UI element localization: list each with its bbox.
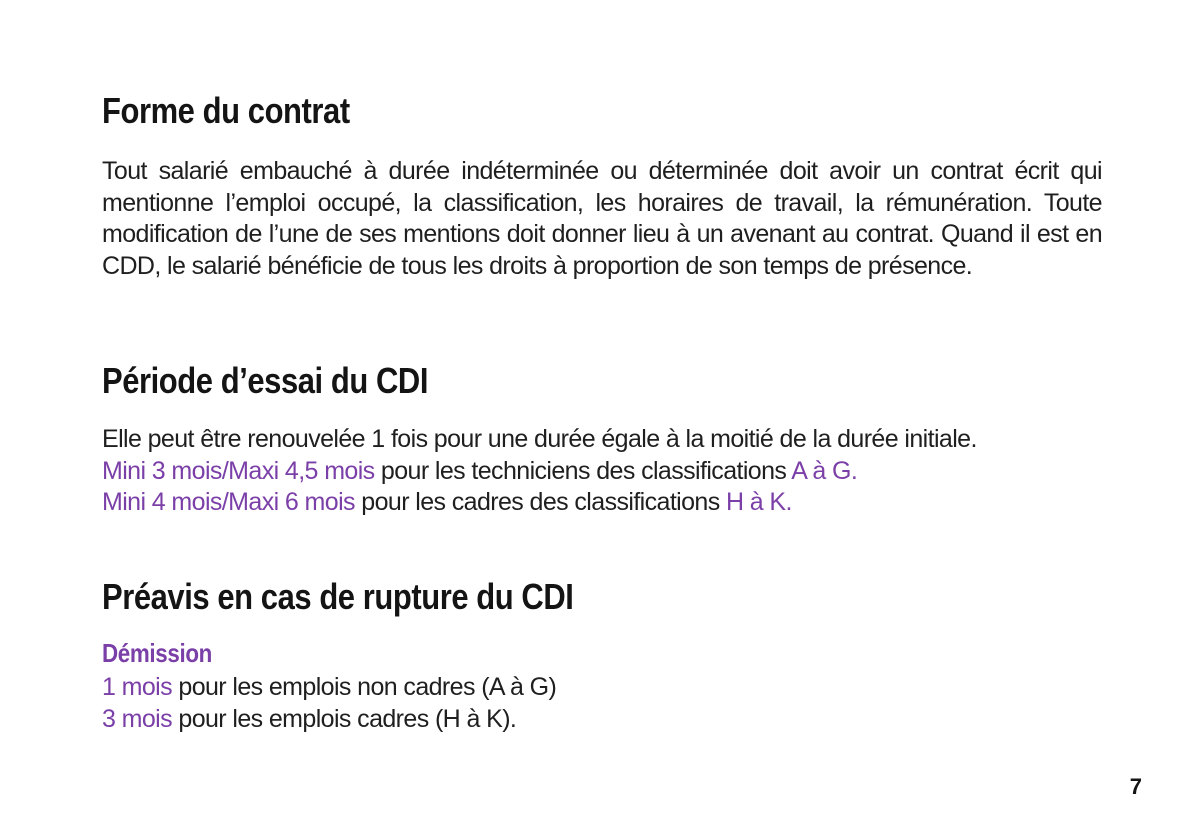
paragraph-periode-essai: [102, 424, 1102, 519]
text-preavis-cadres: pour les emplois cadres (H à K).: [172, 704, 517, 733]
periode-essai-line-cadres: [102, 487, 1102, 519]
periode-essai-line-techniciens: [102, 456, 1102, 488]
page-number: 7: [1129, 774, 1142, 799]
paragraph-forme-du-contrat: Tout salarié embauché à durée indéterminée ou déterminée doit avoir un contrat écrit qui mentionne l’emploi occupé, la classification, les horaires de travail, la rémunération. Toute modification de l’une de ses mentions doit donner lieu à un avenant au contrat. Quand il est en CDD, le salarié bénéficie de tous les droits à proportion de son temps de présence.: [102, 157, 1102, 280]
text-techniciens: pour les techniciens des classifications: [374, 456, 792, 485]
range-techniciens: A à G.: [791, 456, 858, 485]
duration-non-cadres: 1 mois: [102, 673, 173, 701]
range-cadres: H à K.: [725, 488, 792, 516]
text-non-cadres: pour les emplois non cadres (A à G): [172, 673, 557, 701]
duration-preavis-cadres: 3 mois: [102, 704, 173, 733]
preavis-line-cadres: [102, 704, 1102, 736]
periode-essai-intro: Elle peut être renouvelée 1 fois pour une durée égale à la moitié de la durée initiale.: [102, 425, 977, 453]
preavis-line-non-cadres: [102, 672, 1102, 704]
paragraph-preavis: [102, 672, 1102, 735]
section-title-forme-du-contrat: Forme du contrat: [102, 90, 350, 131]
section-title-periode-essai: Période d’essai du CDI: [102, 360, 429, 401]
duration-cadres: Mini 4 mois/Maxi 6 mois: [102, 488, 355, 516]
section-title-preavis: Préavis en cas de rupture du CDI: [102, 576, 574, 617]
duration-techniciens: Mini 3 mois/Maxi 4,5 mois: [102, 456, 375, 485]
text-cadres: pour les cadres des classifications: [354, 488, 726, 516]
subtitle-demission: Démission: [102, 638, 212, 668]
